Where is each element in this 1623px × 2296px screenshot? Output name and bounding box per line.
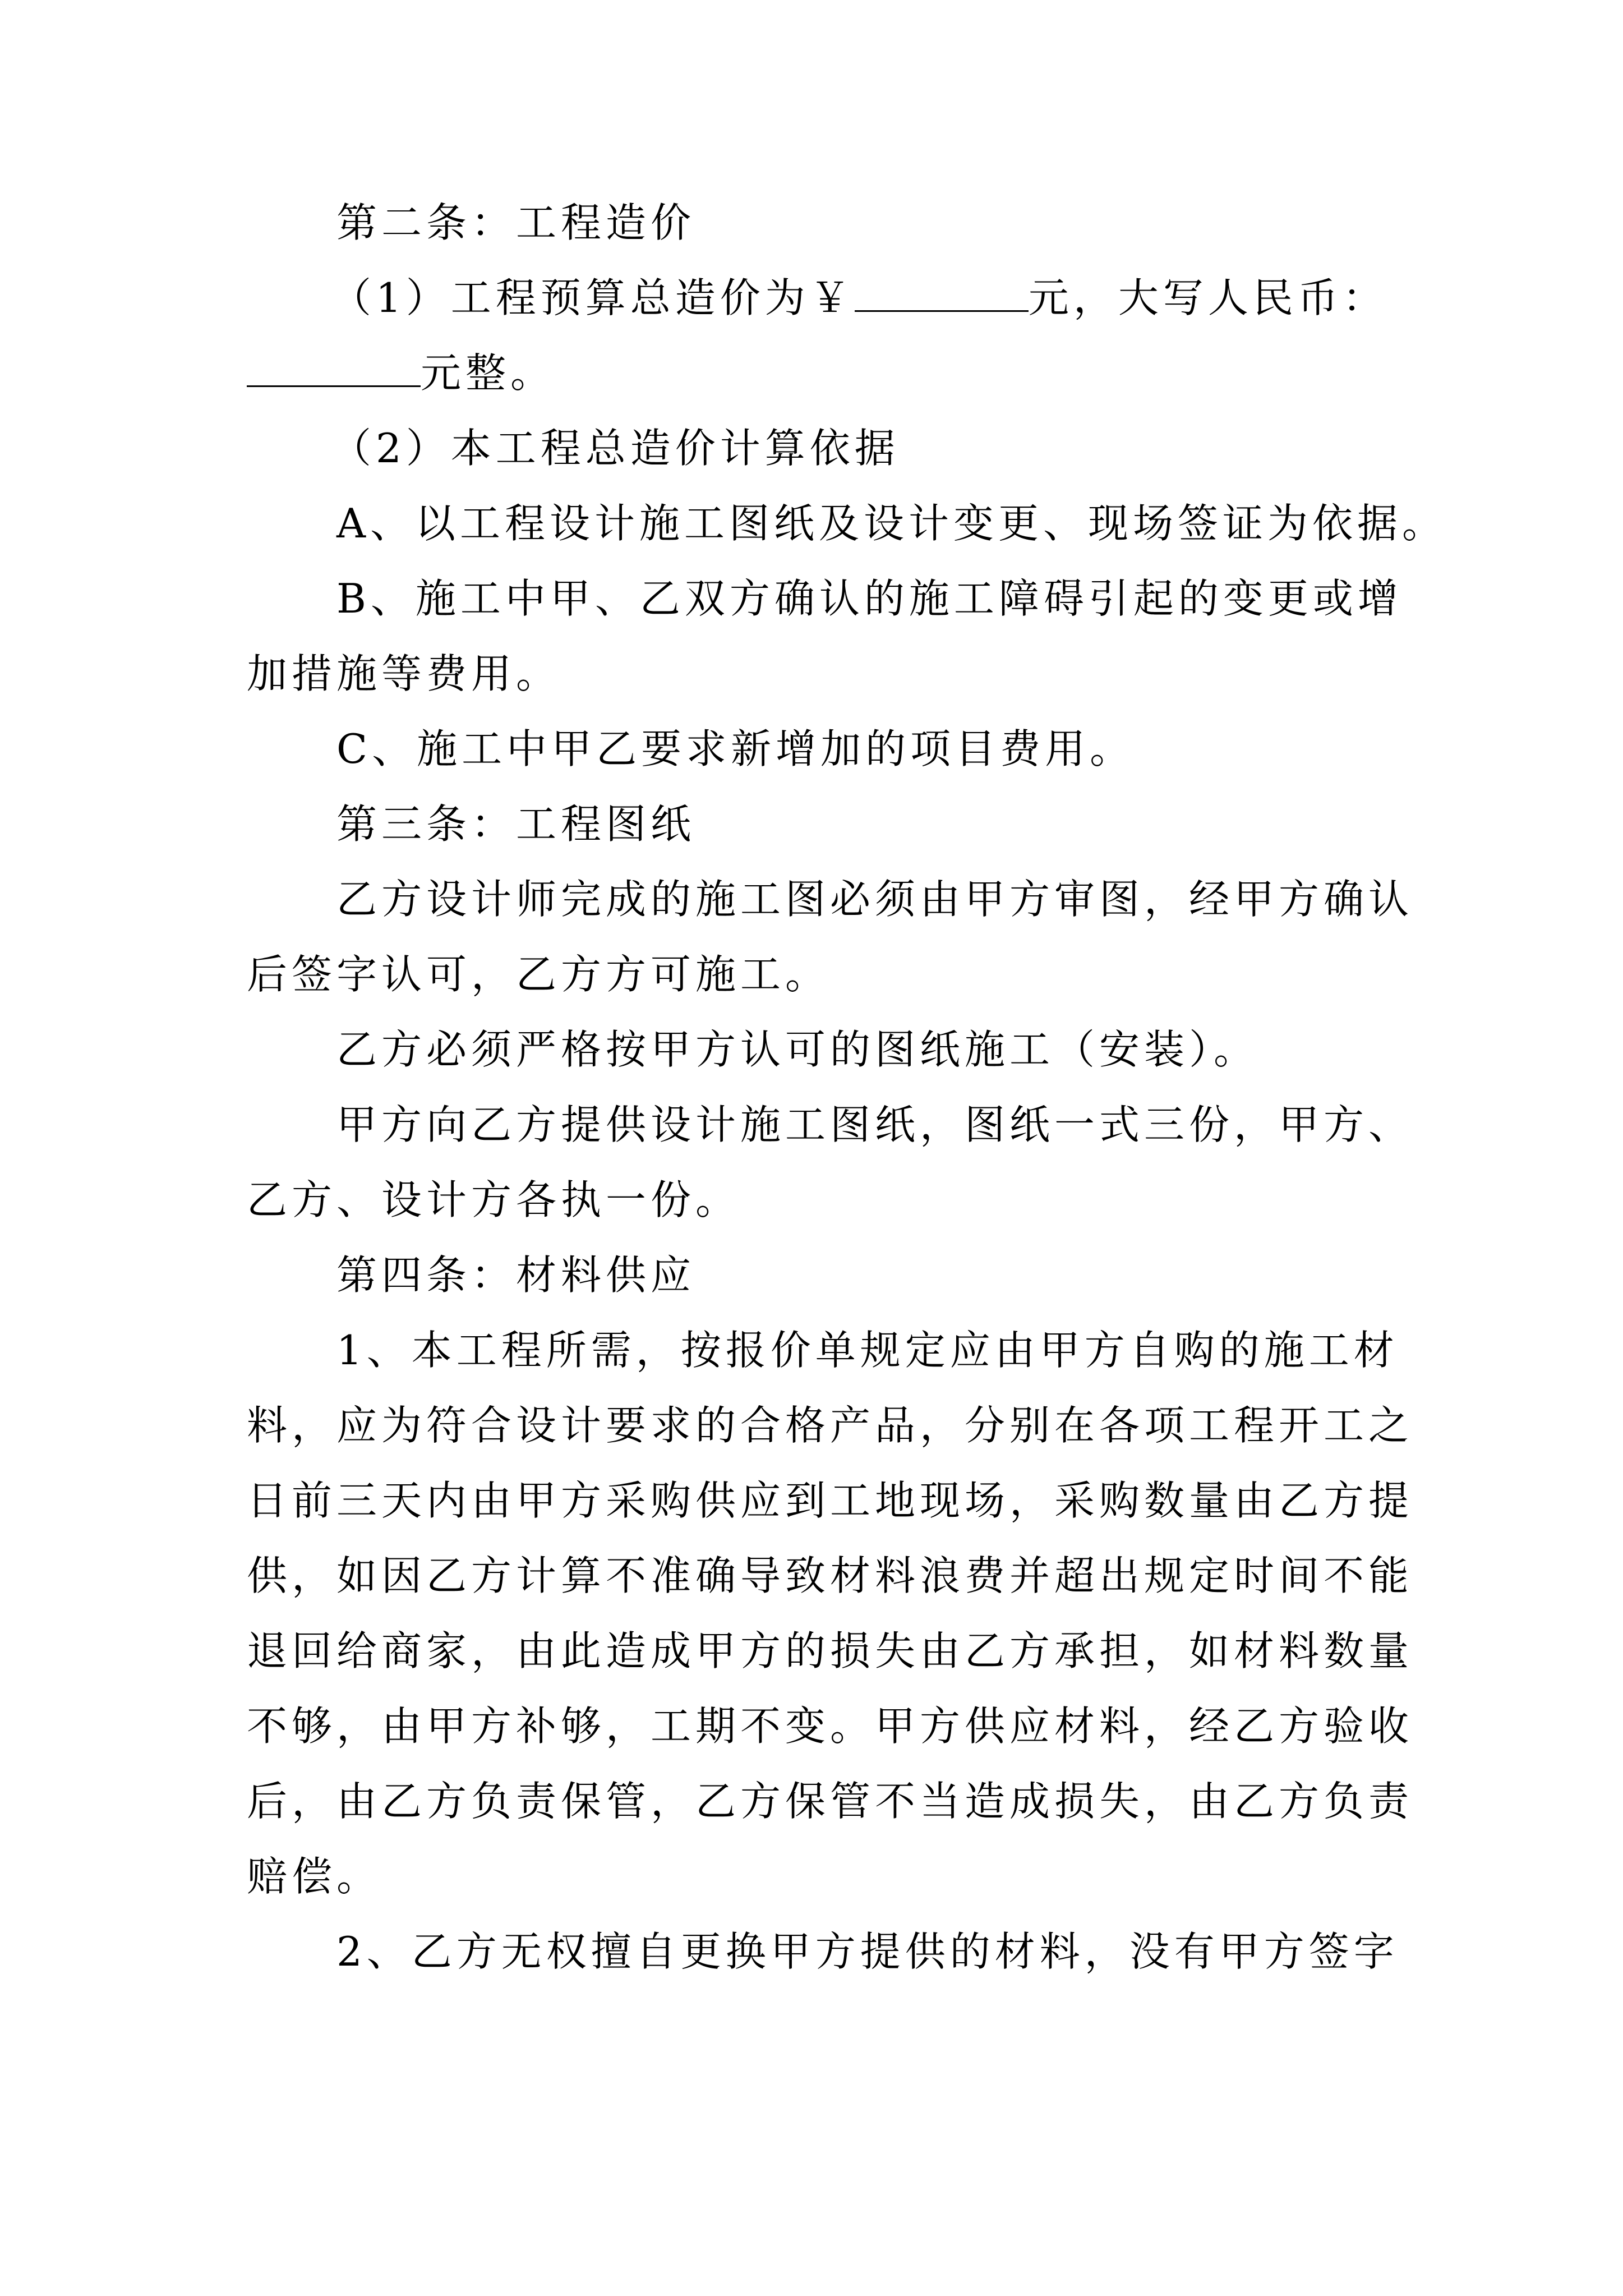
paragraph-line: 2、乙方无权擅自更换甲方提供的材料，没有甲方签字: [336, 1928, 1399, 1975]
paragraph-line: 供，如因乙方计算不准确导致材料浪费并超出规定时间不能: [247, 1552, 1414, 1599]
paragraph-line: 1、本工程所需，按报价单规定应由甲方自购的施工材: [336, 1327, 1399, 1374]
paragraph-line: B、施工中甲、乙双方确认的施工障碍引起的变更或增: [336, 575, 1403, 622]
article-2-heading: 第二条：工程造价: [336, 199, 696, 246]
paragraph-line: 乙方设计师完成的施工图必须由甲方审图，经甲方确认: [336, 876, 1414, 923]
paragraph-line: 加措施等费用。: [247, 650, 561, 697]
article-3-heading: 第三条：工程图纸: [336, 800, 696, 848]
document-page: [247, 185, 1447, 1989]
paragraph-line: 赔偿。: [247, 1853, 382, 1900]
paragraph-line: （2）本工程总造价计算依据: [331, 425, 900, 472]
paragraph-line: 料，应为符合设计要求的合格产品，分别在各项工程开工之: [247, 1402, 1414, 1449]
paragraph-line: 退回给商家，由此造成甲方的损失由乙方承担，如材料数量: [247, 1627, 1414, 1674]
budget-words-suffix: 元整。: [421, 349, 556, 397]
budget-line: [247, 260, 1396, 335]
paragraph-line: 乙方必须严格按甲方认可的图纸施工（安装）。: [336, 1026, 1259, 1073]
paragraph-line: 后，由乙方负责保管，乙方保管不当造成损失，由乙方负责: [247, 1778, 1414, 1825]
budget-words-line: [247, 335, 1396, 411]
paragraph-line: 不够，由甲方补够，工期不变。甲方供应材料，经乙方验收: [247, 1703, 1414, 1750]
paragraph-line: A、以工程设计施工图纸及设计变更、现场签证为依据。: [336, 500, 1447, 547]
budget-suffix: 元，大写人民币：: [1028, 274, 1387, 321]
paragraph-line: 乙方、设计方各执一份。: [247, 1176, 741, 1223]
paragraph-line: 日前三天内由甲方采购供应到工地现场，采购数量由乙方提: [247, 1477, 1414, 1524]
amount-words-blank: [247, 353, 421, 387]
budget-label: （1）工程预算总造价为￥: [331, 274, 855, 321]
paragraph-line: 甲方向乙方提供设计施工图纸，图纸一式三份，甲方、: [336, 1101, 1414, 1148]
paragraph-line: 后签字认可，乙方方可施工。: [247, 951, 831, 998]
paragraph-line: C、施工中甲乙要求新增加的项目费用。: [336, 725, 1135, 772]
amount-blank: [855, 278, 1029, 312]
article-4-heading: 第四条：材料供应: [336, 1251, 696, 1299]
